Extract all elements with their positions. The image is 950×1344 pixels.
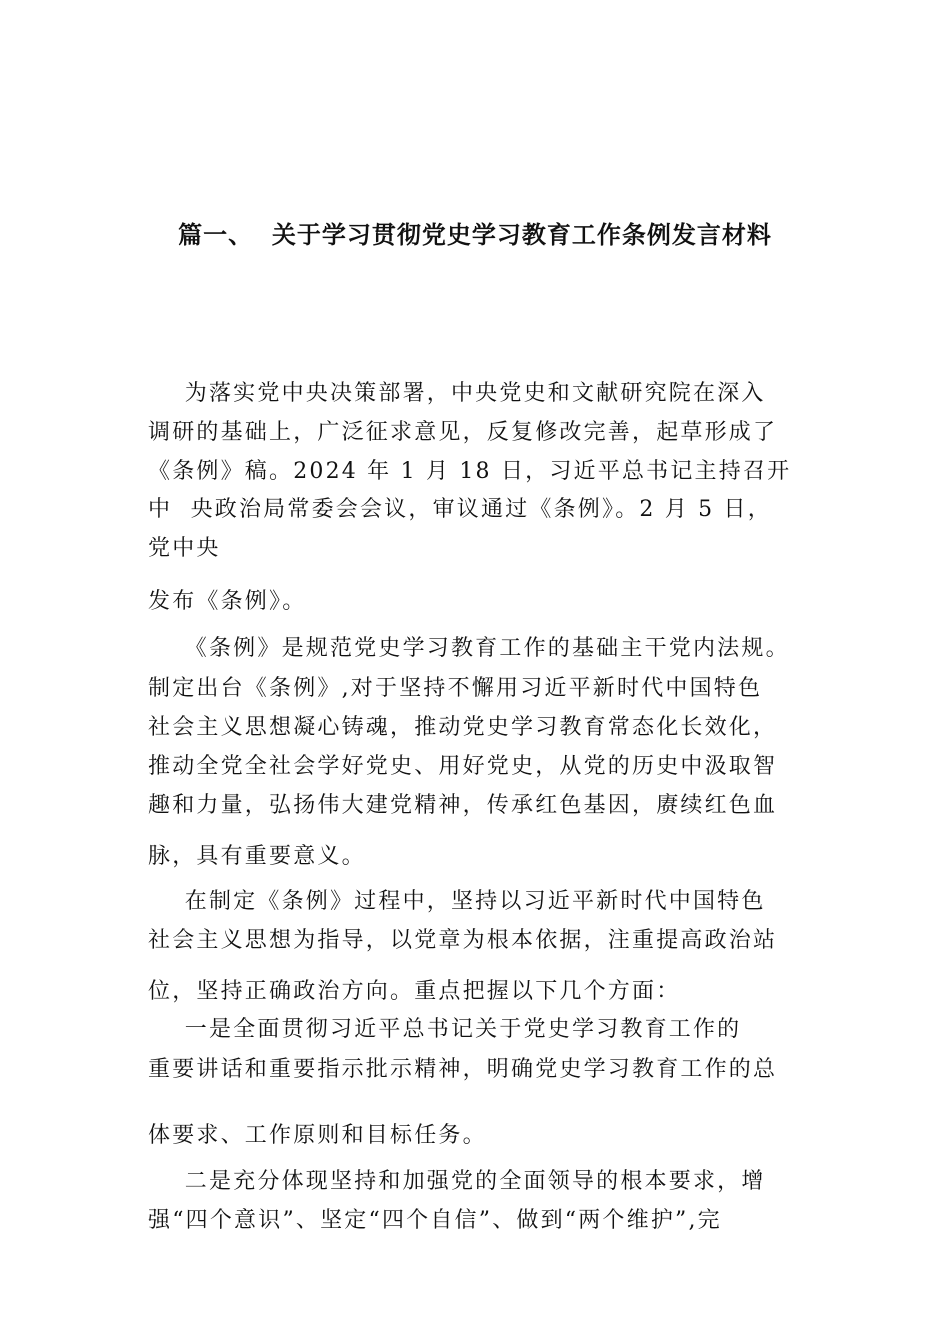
paragraph-line: 为落实党中央决策部署，中央党史和文献研究院在深入 xyxy=(148,381,766,406)
paragraph-line: 在制定《条例》过程中，坚持以习近平新时代中国特色 xyxy=(148,889,766,914)
paragraph-line: 发布《条例》。 xyxy=(148,589,307,614)
paragraph-line: 《条例》是规范党史学习教育工作的基础主干党内法规。 xyxy=(148,636,790,661)
paragraph-line: 二是充分体现坚持和加强党的全面领导的根本要求，增 xyxy=(148,1169,766,1194)
paragraph-line: 体要求、工作原则和目标任务。 xyxy=(148,1123,487,1148)
paragraph-line: 趣和力量，弘扬伟大建党精神，传承红色基因，赓续红色血 xyxy=(148,793,778,818)
paragraph-line: 《条例》稿。2024 年 1 月 18 日，习近平总书记主持召开 xyxy=(148,459,792,484)
paragraph-line: 一是全面贯彻习近平总书记关于党史学习教育工作的 xyxy=(148,1017,742,1042)
document-title: 篇一、 关于学习贯彻党史学习教育工作条例发言材料 xyxy=(178,221,772,249)
paragraph-line: 推动全党全社会学好党史、用好党史，从党的历史中汲取智 xyxy=(148,754,778,779)
paragraph-line: 调研的基础上，广泛征求意见，反复修改完善，起草形成了 xyxy=(148,420,778,445)
paragraph-line: 社会主义思想为指导，以党章为根本依据，注重提高政治站 xyxy=(148,928,778,953)
paragraph-line: 社会主义思想凝心铸魂，推动党史学习教育常态化长效化， xyxy=(148,715,778,740)
paragraph-line: 脉，具有重要意义。 xyxy=(148,844,366,869)
paragraph-line: 强“四个意识”、坚定“四个自信”、做到“两个维护”,完 xyxy=(148,1208,722,1233)
paragraph-line: 重要讲话和重要指示批示精神，明确党史学习教育工作的总 xyxy=(148,1057,778,1082)
paragraph-line: 位，坚持正确政治方向。重点把握以下几个方面： xyxy=(148,979,681,1004)
paragraph-line: 党中央 xyxy=(148,536,221,561)
paragraph-line: 制定出台《条例》,对于坚持不懈用习近平新时代中国特色 xyxy=(148,676,763,701)
paragraph-line: 中 央政治局常委会会议，审议通过《条例》。2 月 5 日， xyxy=(148,497,772,522)
